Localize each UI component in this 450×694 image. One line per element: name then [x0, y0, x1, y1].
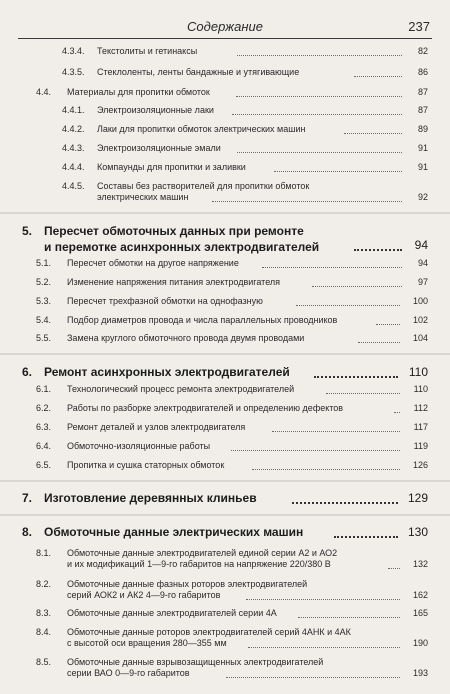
toc-entry — [36, 333, 428, 344]
toc-chapter — [22, 524, 428, 540]
entry-page: 91 — [417, 143, 428, 153]
entry-number: 4.4.3. — [62, 143, 85, 153]
section-divider — [0, 212, 450, 214]
toc-entry — [62, 124, 428, 135]
dot-leader — [236, 96, 402, 97]
entry-title: Лаки для пропитки обмоток электрических машин — [97, 124, 306, 134]
dot-leader — [272, 431, 400, 432]
entry-number: 5.2. — [36, 277, 52, 287]
entry-page: 119 — [413, 441, 428, 451]
chapter-number: 5. — [22, 224, 33, 238]
chapter-page: 129 — [407, 491, 428, 505]
entry-page: 132 — [412, 559, 428, 569]
entry-page: 126 — [412, 460, 428, 470]
dot-leader — [248, 647, 400, 648]
dot-leader — [262, 267, 402, 268]
dot-leader — [358, 342, 400, 343]
toc-chapter — [22, 490, 428, 506]
toc-entry — [62, 181, 428, 203]
toc-entry — [36, 87, 428, 98]
entry-page: 89 — [417, 124, 428, 134]
dot-leader — [314, 376, 398, 378]
dot-leader — [298, 617, 400, 618]
toc-entry — [62, 162, 428, 173]
entry-page: 110 — [413, 384, 428, 394]
entry-number: 8.4. — [36, 627, 52, 637]
entry-title: Обмоточно-изоляционные работы — [67, 441, 211, 451]
chapter-title: Обмоточные данные электрических машин — [44, 525, 304, 539]
entry-number: 5.4. — [36, 315, 52, 325]
entry-number: 4.4.4. — [62, 162, 85, 172]
entry-number: 4.4.2. — [62, 124, 85, 134]
toc-chapter — [22, 364, 428, 380]
entry-title: Текстолиты и гетинаксы — [97, 46, 198, 56]
dot-leader — [354, 249, 402, 251]
toc-entry — [36, 384, 428, 395]
entry-title: Ремонт деталей и узлов электродвигателя — [67, 422, 246, 432]
dot-leader — [252, 469, 400, 470]
toc-entry — [36, 422, 428, 433]
dot-leader — [394, 412, 400, 413]
entry-number: 6.5. — [36, 460, 52, 470]
chapter-page: 94 — [414, 238, 428, 252]
entry-number: 6.3. — [36, 422, 52, 432]
dot-leader — [354, 76, 402, 77]
toc-entry — [36, 627, 428, 649]
section-divider — [0, 353, 450, 355]
entry-title: Технологический процесс ремонта электродвигателей — [67, 384, 295, 394]
entry-title: Материалы для пропитки обмоток — [67, 87, 210, 97]
entry-page: 193 — [412, 668, 428, 678]
page-number: 237 — [408, 19, 430, 34]
entry-page: 87 — [417, 87, 428, 97]
entry-title: Работы по разборке электродвигателей и определению дефектов — [67, 403, 344, 413]
dot-leader — [237, 55, 402, 56]
section-divider — [0, 514, 450, 516]
dot-leader — [326, 393, 400, 394]
dot-leader — [334, 536, 398, 538]
entry-title: Электроизоляционные эмали — [97, 143, 221, 153]
entry-page: 97 — [417, 277, 428, 287]
entry-page: 86 — [417, 67, 428, 77]
dot-leader — [237, 152, 402, 153]
dot-leader — [376, 324, 400, 325]
entry-title: Подбор диаметров провода и числа параллельных проводников — [67, 315, 338, 325]
running-title: Содержание — [187, 19, 263, 34]
dot-leader — [246, 599, 400, 600]
dot-leader — [226, 677, 400, 678]
entry-number: 4.4.5. — [62, 181, 85, 191]
toc-entry — [62, 105, 428, 116]
dot-leader — [388, 568, 400, 569]
toc-entry — [36, 460, 428, 471]
entry-number: 4.4. — [36, 87, 52, 97]
entry-page: 94 — [417, 258, 428, 268]
entry-title: Изменение напряжения питания электродвигателя — [67, 277, 281, 287]
entry-number: 6.1. — [36, 384, 52, 394]
entry-page: 82 — [417, 46, 428, 56]
toc-entry — [36, 258, 428, 269]
toc-entry — [36, 441, 428, 452]
entry-title: Компаунды для пропитки и заливки — [97, 162, 246, 172]
page-header — [0, 16, 450, 36]
entry-page: 92 — [417, 192, 428, 202]
dot-leader — [296, 305, 400, 306]
entry-title: Составы без растворителей для пропитки обмоток электрических машин — [97, 181, 310, 202]
entry-title: Пересчет трехфазной обмотки на однофазную — [67, 296, 263, 306]
entry-title: Обмоточные данные фазных роторов электродвигателей серий АОК2 и АК2 4—9-го габаритов — [67, 579, 308, 600]
entry-page: 102 — [412, 315, 428, 325]
entry-number: 8.1. — [36, 548, 52, 558]
entry-number: 5.1. — [36, 258, 52, 268]
entry-number: 5.5. — [36, 333, 52, 343]
toc-entry — [36, 548, 428, 570]
entry-number: 6.2. — [36, 403, 52, 413]
chapter-title: Ремонт асинхронных электродвигателей — [44, 365, 290, 379]
entry-title: Пропитка и сушка статорных обмоток — [67, 460, 225, 470]
dot-leader — [232, 114, 402, 115]
entry-number: 5.3. — [36, 296, 52, 306]
entry-page: 190 — [412, 638, 428, 648]
entry-page: 162 — [412, 590, 428, 600]
toc-entry — [62, 46, 428, 57]
entry-number: 8.2. — [36, 579, 52, 589]
chapter-number: 8. — [22, 525, 33, 539]
entry-number: 8.5. — [36, 657, 52, 667]
entry-title: Электроизоляционные лаки — [97, 105, 214, 115]
entry-number: 4.3.4. — [62, 46, 85, 56]
chapter-page: 110 — [408, 365, 428, 379]
dot-leader — [292, 502, 398, 504]
toc-entry — [36, 579, 428, 601]
entry-page: 100 — [412, 296, 428, 306]
dot-leader — [274, 171, 402, 172]
entry-number: 4.3.5. — [62, 67, 85, 77]
toc-entry — [36, 403, 428, 414]
header-rule — [18, 38, 432, 39]
entry-title: Обмоточные данные взрывозащищенных электродвигателей серии ВАО 0—9-го габаритов — [67, 657, 324, 678]
chapter-number: 7. — [22, 491, 33, 505]
dot-leader — [312, 286, 402, 287]
entry-title: Замена круглого обмоточного провода двумя проводами — [67, 333, 305, 343]
entry-number: 8.3. — [36, 608, 52, 618]
toc-entry — [36, 657, 428, 679]
toc-entry — [36, 277, 428, 288]
entry-title: Пересчет обмотки на другое напряжение — [67, 258, 239, 268]
entry-title: Обмоточные данные электродвигателей серии 4А — [67, 608, 277, 618]
entry-number: 4.4.1. — [62, 105, 85, 115]
entry-page: 87 — [417, 105, 428, 115]
toc-chapter — [22, 223, 428, 255]
entry-page: 165 — [412, 608, 428, 618]
entry-page: 104 — [412, 333, 428, 343]
toc-entry — [62, 143, 428, 154]
chapter-page: 130 — [407, 525, 428, 539]
toc-entry — [36, 315, 428, 326]
toc-entry — [36, 608, 428, 619]
chapter-number: 6. — [22, 365, 33, 379]
chapter-title: Пересчет обмоточных данных при ремонте и перемотке асинхронных электродвигателей — [44, 224, 320, 254]
dot-leader — [344, 133, 402, 134]
entry-title: Стеклоленты, ленты бандажные и утягивающие — [97, 67, 300, 77]
chapter-title: Изготовление деревянных клиньев — [44, 491, 257, 505]
entry-title: Обмоточные данные роторов электродвигателей серий 4АНК и 4АК с высотой оси вращения 280—355 мм — [67, 627, 351, 648]
toc-entry — [36, 296, 428, 307]
dot-leader — [212, 201, 402, 202]
section-divider — [0, 480, 450, 482]
entry-number: 6.4. — [36, 441, 52, 451]
entry-page: 117 — [413, 422, 428, 432]
toc-entry — [62, 67, 428, 78]
dot-leader — [231, 450, 400, 451]
entry-page: 112 — [413, 403, 428, 413]
entry-page: 91 — [417, 162, 428, 172]
entry-title: Обмоточные данные электродвигателей единой серии А2 и АО2 и их модификаций 1—9-го габаритов на напряжение 220/380 В — [67, 548, 338, 569]
